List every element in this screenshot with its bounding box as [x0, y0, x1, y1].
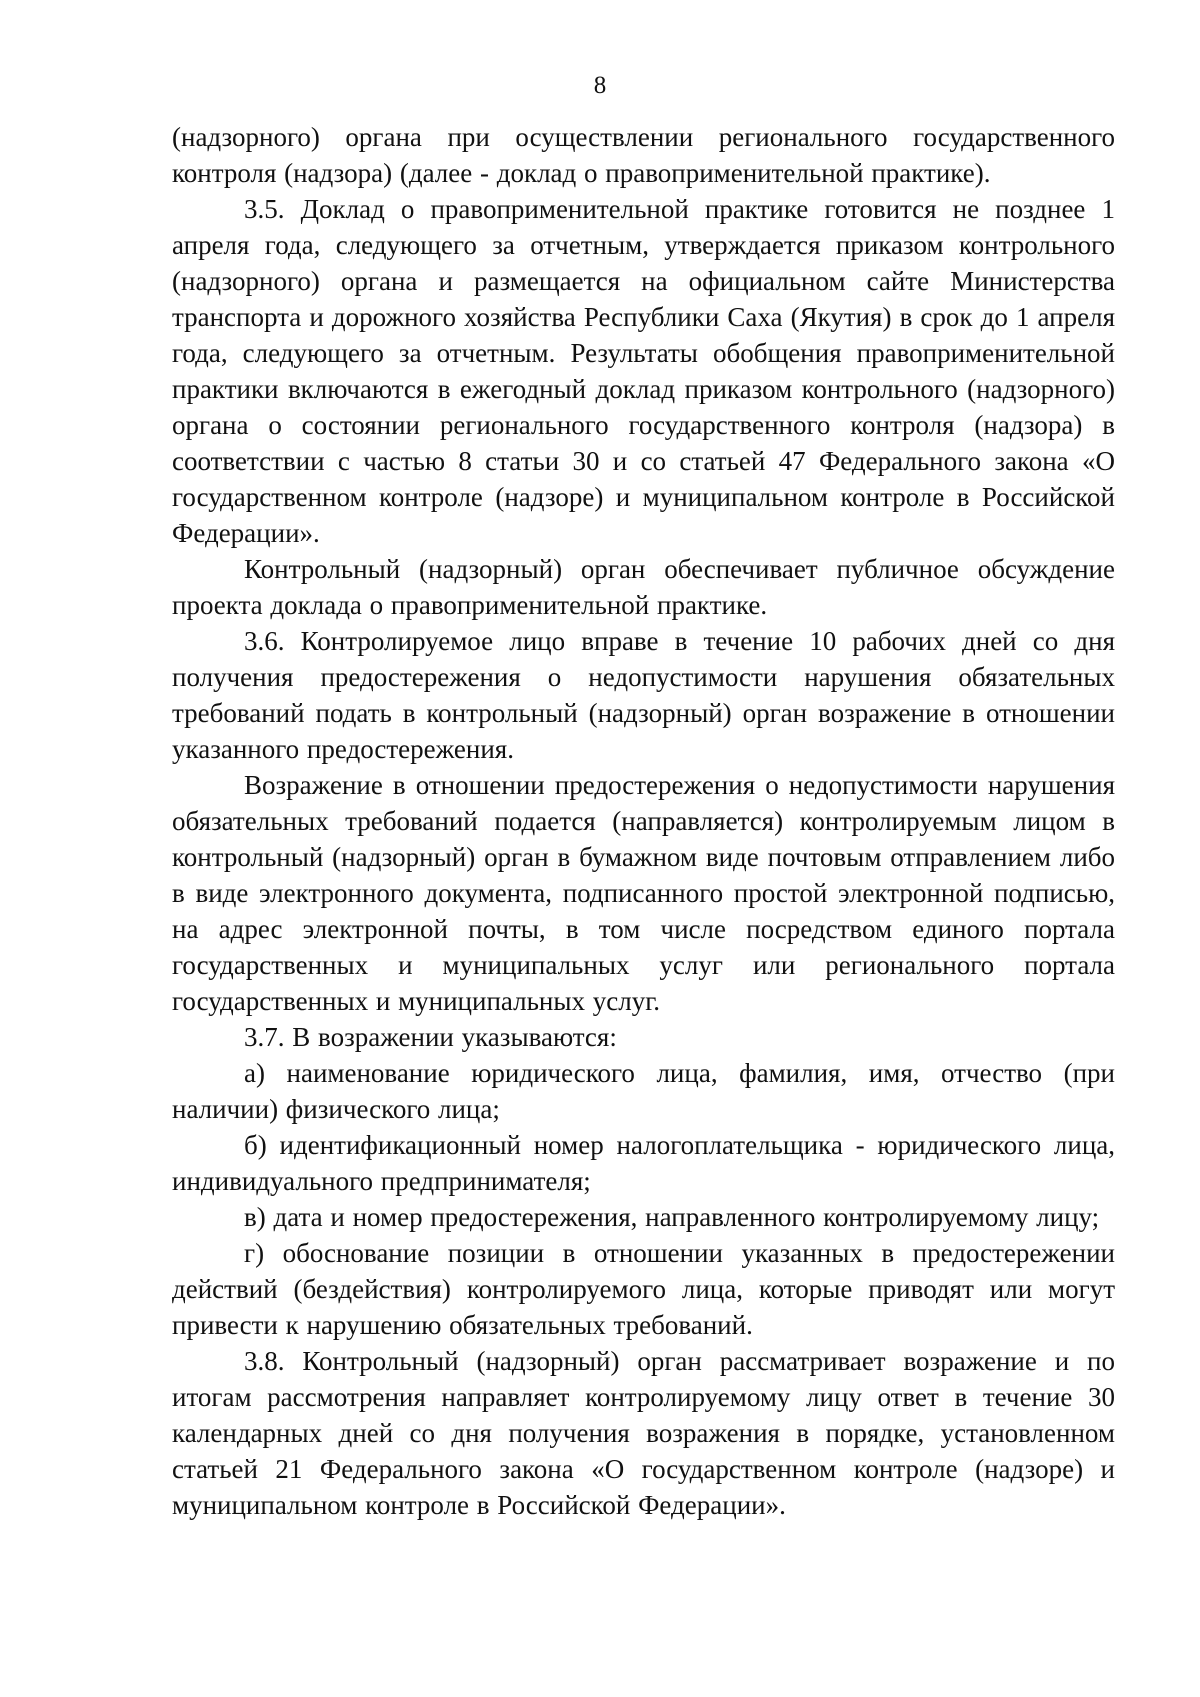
paragraph-continuation: (надзорного) органа при осуществлении регионального государственного контроля (надзора) (далее - доклад о правоприменительной практике). — [172, 122, 1115, 188]
paragraph-clause-3-8: 3.8. Контрольный (надзорный) орган рассматривает возражение и по итогам рассмотрения направляет контролируемому лицу ответ в течение 30 календарных дней со дня получения возражения в порядке, установленном статьей 21 Федерального закона «О государственном контроле (надзоре) и муниципальном контроле в Российской Федерации». — [172, 1346, 1115, 1520]
paragraph-clause-3-6: 3.6. Контролируемое лицо вправе в течение 10 рабочих дней со дня получения предостережения о недопустимости нарушения обязательных требований подать в контрольный (надзорный) орган возражение в отношении указанного предостережения. — [172, 626, 1115, 764]
paragraph-clause-3-5: 3.5. Доклад о правоприменительной практике готовится не позднее 1 апреля года, следующего за отчетным, утверждается приказом контрольного (надзорного) органа и размещается на официальном сайте Министерства транспорта и дорожного хозяйства Республики Саха (Якутия) в срок до 1 апреля года, следующего за отчетным. Результаты обобщения правоприменительной практики включаются в ежегодный доклад приказом контрольного (надзорного) органа о состоянии регионального государственного контроля (надзора) в соответствии с частью 8 статьи 30 и со статьей 47 Федерального закона «О государственном контроле (надзоре) и муниципальном контроле в Российской Федерации». — [172, 194, 1115, 548]
list-item-b: б) идентификационный номер налогоплательщика - юридического лица, индивидуального предпринимателя; — [172, 1130, 1115, 1196]
paragraph-clause-3-7: 3.7. В возражении указываются: — [244, 1022, 617, 1052]
list-item-g: г) обоснование позиции в отношении указанных в предостережении действий (бездействия) контролируемого лица, которые приводят или могут привести к нарушению обязательных требований. — [172, 1238, 1115, 1340]
list-item-v: в) дата и номер предостережения, направленного контролируемому лицу; — [244, 1202, 1100, 1232]
paragraph-public-discussion: Контрольный (надзорный) орган обеспечивает публичное обсуждение проекта доклада о правоприменительной практике. — [172, 554, 1115, 620]
page-number: 8 — [593, 72, 607, 99]
list-item-a: а) наименование юридического лица, фамилия, имя, отчество (при наличии) физического лица; — [172, 1058, 1115, 1124]
paragraph-objection-submission: Возражение в отношении предостережения о недопустимости нарушения обязательных требований подается (направляется) контролируемым лицом в контрольный (надзорный) орган в бумажном виде почтовым отправлением либо в виде электронного документа, подписанного простой электронной подписью, на адрес электронной почты, в том числе посредством единого портала государственных и муниципальных услуг или регионального портала государственных и муниципальных услуг. — [172, 770, 1115, 1016]
document-body — [172, 119, 1115, 1523]
